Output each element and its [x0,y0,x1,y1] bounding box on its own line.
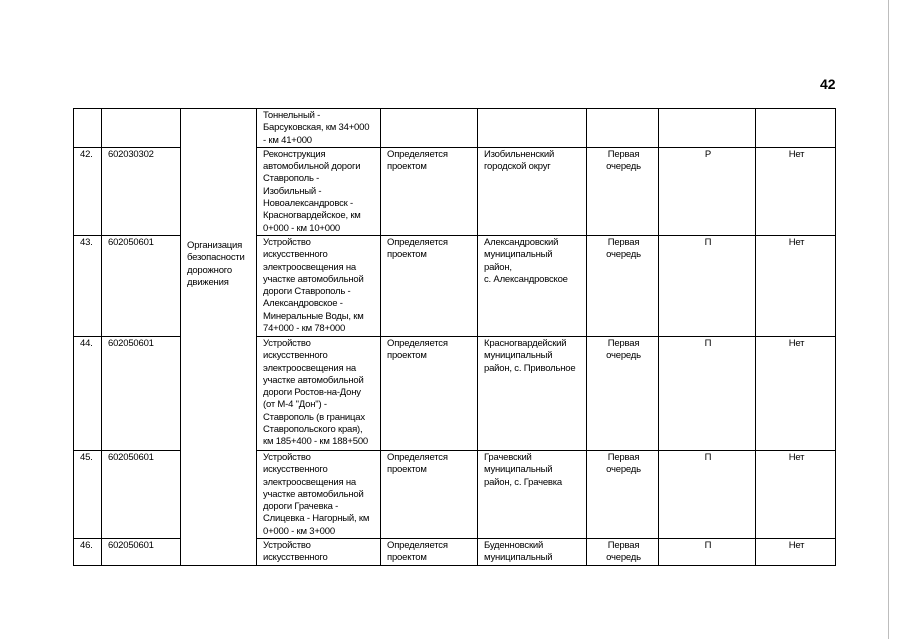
stage-cell: Первая очередь [587,235,659,336]
code-cell: 602030302 [102,147,181,235]
flag-cell: Нет [756,235,836,336]
row-number-cell: 46. [74,539,102,566]
type-cell: П [659,336,756,450]
stage-cell: Первая очередь [587,539,659,566]
code-cell: 602050601 [102,336,181,450]
stage-cell [587,109,659,148]
page-number: 42 [820,76,836,92]
scan-edge-line [888,0,889,639]
row-number-cell: 43. [74,235,102,336]
object-cell: Устройство искусственного [257,539,381,566]
object-cell: Устройство искусственного электроосвещения на участке автомобильной дороги Ростов-на-Дону (от М-4 "Дон") - Ставрополь (в границах Ставропольского края), км 185+400 - км 188+500 [257,336,381,450]
object-cell: Реконструкция автомобильной дороги Ставрополь - Изобильный - Новоалександровск - Красногвардейское, км 0+000 - км 10+000 [257,147,381,235]
flag-cell: Нет [756,450,836,538]
location-cell: Изобильненский городской округ [478,147,587,235]
object-cell: Тоннельный - Барсуковская, км 34+000 - км 41+000 [257,109,381,148]
type-cell: П [659,450,756,538]
table-row [74,109,836,148]
cost-cell [381,109,478,148]
cost-cell: Определяется проектом [381,235,478,336]
type-cell [659,109,756,148]
flag-cell: Нет [756,336,836,450]
flag-cell: Нет [756,539,836,566]
group-label-cell: Организация безопасности дорожного движения [181,109,257,566]
location-cell: Буденновский муниципальный [478,539,587,566]
code-cell: 602050601 [102,235,181,336]
row-number-cell: 45. [74,450,102,538]
code-cell: 602050601 [102,539,181,566]
location-cell: Красногвардейский муниципальный район, с. Привольное [478,336,587,450]
location-cell: Грачевский муниципальный район, с. Грачевка [478,450,587,538]
location-cell [478,109,587,148]
document-table [73,108,836,566]
row-number-cell: 42. [74,147,102,235]
stage-cell: Первая очередь [587,147,659,235]
code-cell [102,109,181,148]
location-cell: Александровский муниципальный район, с. Александровское [478,235,587,336]
row-number-cell [74,109,102,148]
stage-cell: Первая очередь [587,336,659,450]
type-cell: П [659,235,756,336]
type-cell: Р [659,147,756,235]
row-number-cell: 44. [74,336,102,450]
object-cell: Устройство искусственного электроосвещения на участке автомобильной дороги Грачевка - Слицевка - Нагорный, км 0+000 - км 3+000 [257,450,381,538]
cost-cell: Определяется проектом [381,147,478,235]
cost-cell: Определяется проектом [381,450,478,538]
flag-cell [756,109,836,148]
type-cell: П [659,539,756,566]
object-cell: Устройство искусственного электроосвещения на участке автомобильной дороги Ставрополь - Александровское - Минеральные Воды, км 74+000 - км 78+000 [257,235,381,336]
cost-cell: Определяется проектом [381,336,478,450]
flag-cell: Нет [756,147,836,235]
code-cell: 602050601 [102,450,181,538]
stage-cell: Первая очередь [587,450,659,538]
cost-cell: Определяется проектом [381,539,478,566]
